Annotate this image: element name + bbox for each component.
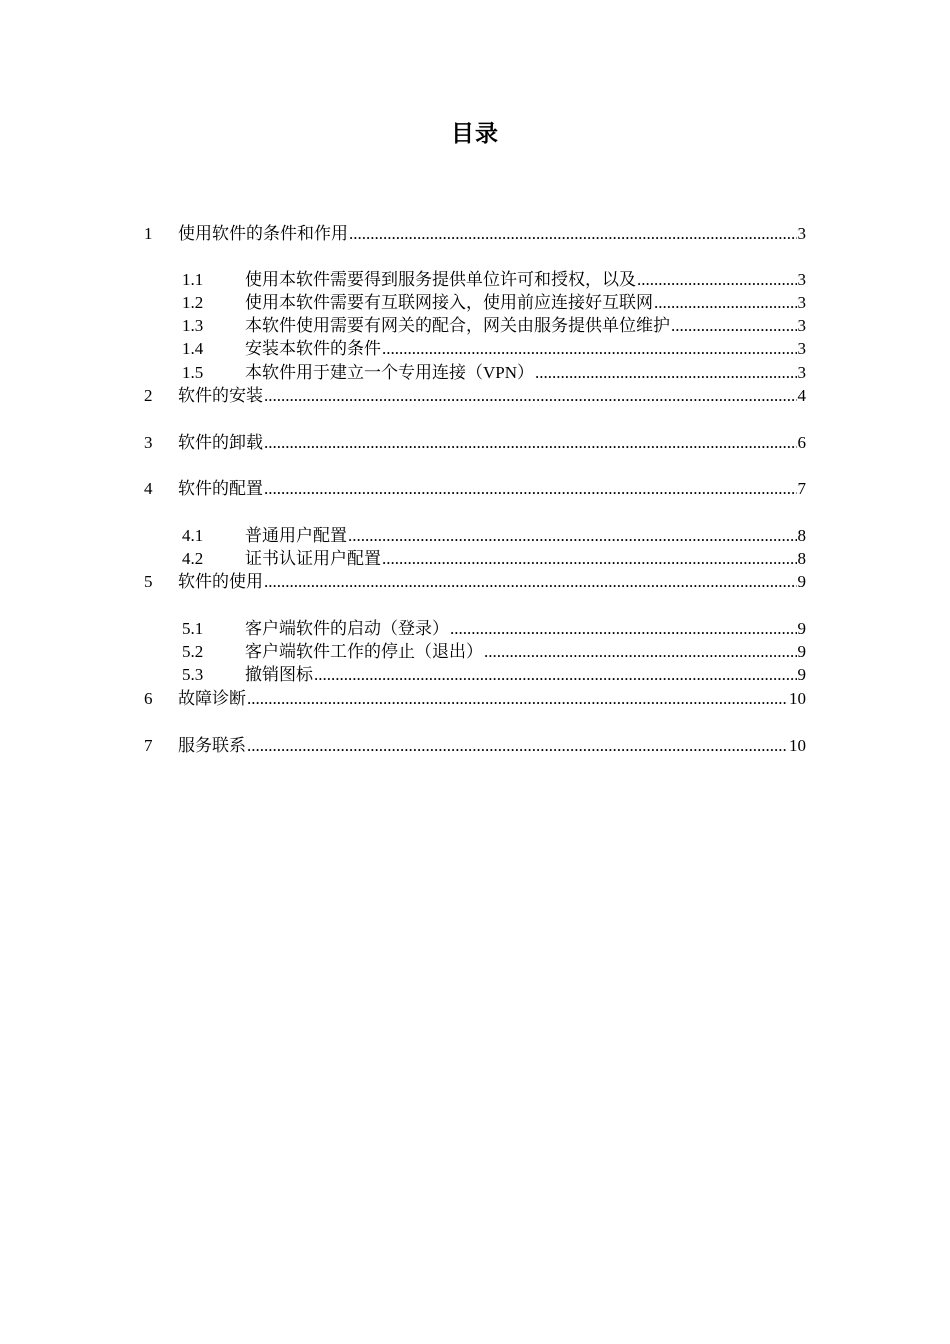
toc-entry-5-3[interactable] xyxy=(0,663,950,686)
toc-entry-title: 使用本软件需要有互联网接入，使用前应连接好互联网 xyxy=(245,293,653,312)
toc-entry-4[interactable] xyxy=(0,477,950,500)
dot-leader xyxy=(314,663,797,686)
toc-entry-6[interactable] xyxy=(0,687,950,710)
toc-entry-number: 4 xyxy=(144,479,153,498)
toc-entry-5-2[interactable] xyxy=(0,640,950,663)
toc-entry-title: 软件的卸载 xyxy=(178,433,263,452)
toc-entry-page: 8 xyxy=(797,526,806,545)
toc-entry-title: 客户端软件的启动（登录） xyxy=(245,619,449,638)
toc-entry-2[interactable] xyxy=(0,384,950,407)
toc-entry-title: 撤销图标 xyxy=(245,665,313,684)
toc-entry-number: 5.2 xyxy=(182,642,204,661)
toc-entry-title: 本软件使用需要有网关的配合，网关由服务提供单位维护 xyxy=(245,316,670,335)
toc-entry-number: 4.1 xyxy=(182,526,204,545)
toc-entry-7[interactable] xyxy=(0,734,950,757)
toc-entry-5[interactable] xyxy=(0,570,950,593)
toc-entry-page: 10 xyxy=(789,689,806,708)
dot-leader xyxy=(637,268,797,291)
toc-entry-3[interactable] xyxy=(0,431,950,454)
dot-leader xyxy=(247,687,788,710)
toc-entry-1[interactable] xyxy=(0,222,950,245)
dot-leader xyxy=(349,222,797,245)
toc-entry-number: 1 xyxy=(144,224,153,243)
toc-entry-page: 3 xyxy=(797,316,806,335)
toc-entry-1-3[interactable] xyxy=(0,314,950,337)
toc-entry-title: 使用本软件需要得到服务提供单位许可和授权，以及 xyxy=(245,270,636,289)
toc-entry-title: 安装本软件的条件 xyxy=(245,339,381,358)
toc-entry-number: 5.1 xyxy=(182,619,204,638)
toc-entry-title: 故障诊断 xyxy=(178,689,246,708)
toc-entry-page: 6 xyxy=(797,433,806,452)
toc-entry-page: 3 xyxy=(797,224,806,243)
toc-entry-title: 客户端软件工作的停止（退出） xyxy=(245,642,483,661)
toc-entry-title: 软件的安装 xyxy=(178,386,263,405)
toc-entry-title: 普通用户配置 xyxy=(245,526,347,545)
toc-entry-number: 6 xyxy=(144,689,153,708)
dot-leader xyxy=(264,384,797,407)
toc-entry-number: 7 xyxy=(144,736,153,755)
toc-entry-page: 4 xyxy=(797,386,806,405)
toc-entry-number: 1.4 xyxy=(182,339,204,358)
toc-entry-number: 2 xyxy=(144,386,153,405)
toc-entry-number: 1.2 xyxy=(182,293,204,312)
toc-entry-page: 9 xyxy=(797,619,806,638)
toc-entry-page: 3 xyxy=(797,363,806,382)
dot-leader xyxy=(535,361,796,384)
dot-leader xyxy=(450,617,797,640)
dot-leader xyxy=(382,337,797,360)
toc-entry-title: 软件的配置 xyxy=(178,479,263,498)
dot-leader xyxy=(348,524,797,547)
toc-entry-number: 1.1 xyxy=(182,270,204,289)
dot-leader xyxy=(264,570,797,593)
toc-entry-page: 3 xyxy=(797,293,806,312)
toc-entry-number: 4.2 xyxy=(182,549,204,568)
toc-entry-page: 3 xyxy=(797,270,806,289)
toc-entry-title: 使用软件的条件和作用 xyxy=(178,224,348,243)
toc-entry-1-5[interactable] xyxy=(0,361,950,384)
toc-entry-4-1[interactable] xyxy=(0,524,950,547)
toc-entry-title: 证书认证用户配置 xyxy=(245,549,381,568)
toc-entry-page: 3 xyxy=(797,339,806,358)
dot-leader xyxy=(264,477,797,500)
toc-entry-1-4[interactable] xyxy=(0,337,950,360)
toc-entry-title: 本软件用于建立一个专用连接（VPN） xyxy=(245,363,535,382)
toc-title: 目录 xyxy=(451,121,499,147)
toc-entry-1-2[interactable] xyxy=(0,291,950,314)
toc-entry-page: 9 xyxy=(797,572,806,591)
toc-entry-number: 1.3 xyxy=(182,316,204,335)
dot-leader xyxy=(484,640,797,663)
dot-leader xyxy=(671,314,797,337)
toc-entry-page: 9 xyxy=(797,642,806,661)
toc-entry-4-2[interactable] xyxy=(0,547,950,570)
toc-entry-title: 服务联系 xyxy=(178,736,246,755)
toc-entry-page: 8 xyxy=(797,549,806,568)
dot-leader xyxy=(264,431,797,454)
toc-entry-page: 9 xyxy=(797,665,806,684)
toc-entry-number: 1.5 xyxy=(182,363,204,382)
toc-entry-number: 5 xyxy=(144,572,153,591)
toc-entry-page: 10 xyxy=(789,736,806,755)
toc-entry-title: 软件的使用 xyxy=(178,572,263,591)
toc-entry-5-1[interactable] xyxy=(0,617,950,640)
toc-entry-1-1[interactable] xyxy=(0,268,950,291)
dot-leader xyxy=(654,291,797,314)
toc-entry-number: 5.3 xyxy=(182,665,204,684)
toc-entry-page: 7 xyxy=(797,479,806,498)
dot-leader xyxy=(247,734,788,757)
dot-leader xyxy=(382,547,797,570)
toc-entry-number: 3 xyxy=(144,433,153,452)
